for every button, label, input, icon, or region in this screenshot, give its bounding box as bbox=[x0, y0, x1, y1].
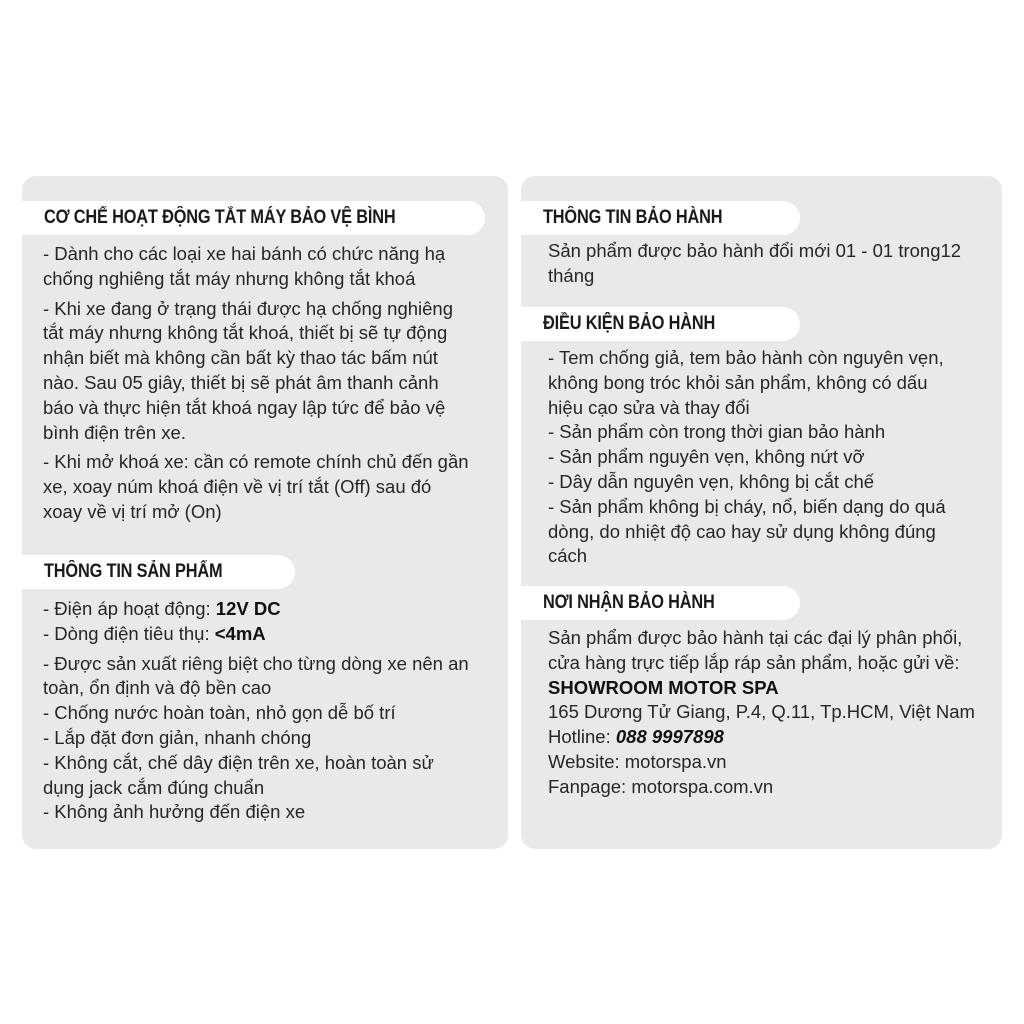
text-line: - Khi xe đang ở trạng thái được hạ chống nghiêng bbox=[43, 297, 453, 319]
text-line: Sản phẩm được bảo hành tại các đại lý phân phối, bbox=[548, 627, 963, 648]
text-line: - Dây dẫn nguyên vẹn, không bị cắt chế bbox=[548, 470, 875, 492]
warranty-title: THÔNG TIN BẢO HÀNH bbox=[543, 207, 723, 228]
text-line: xe, xoay núm khoá điện về vị trí tắt (Off) sau đó bbox=[43, 476, 432, 498]
text-line: - Tem chống giả, tem bảo hành còn nguyên vẹn, bbox=[548, 347, 944, 368]
text-line: Sản phẩm được bảo hành đổi mới 01 - 01 trong12 bbox=[548, 240, 962, 261]
text-line: xoay về vị trí mở (On) bbox=[43, 500, 222, 522]
warranty-heading bbox=[521, 201, 800, 235]
text-line: - Dành cho các loại xe hai bánh có chức năng hạ bbox=[43, 243, 446, 264]
current-value: <4mA bbox=[214, 622, 266, 644]
location-text bbox=[548, 626, 988, 800]
product-heading bbox=[22, 555, 295, 589]
text-line: - Chống nước hoàn toàn, nhỏ gọn dễ bố trí bbox=[43, 702, 396, 724]
hotline-label: Hotline: bbox=[548, 726, 616, 748]
mechanism-title: CƠ CHẾ HOẠT ĐỘNG TẮT MÁY BẢO VỆ BÌNH bbox=[44, 207, 396, 228]
text-line: nhận biết mà không cần bất kỳ thao tác bấm nút bbox=[43, 347, 438, 369]
showroom-name: SHOWROOM MOTOR SPA bbox=[548, 676, 779, 698]
conditions-title: ĐIỀU KIỆN BẢO HÀNH bbox=[543, 313, 716, 334]
voltage-line bbox=[43, 597, 494, 622]
text-line: - Không ảnh hưởng đến điện xe bbox=[43, 801, 306, 823]
website: Website: motorspa.vn bbox=[548, 750, 727, 772]
location-heading bbox=[521, 586, 800, 620]
text-line: không bong tróc khỏi sản phẩm, không có dấu bbox=[548, 371, 928, 393]
text-line: nào. Sau 05 giây, thiết bị sẽ phát âm thanh cảnh bbox=[43, 371, 439, 393]
address: 165 Dương Tử Giang, P.4, Q.11, Tp.HCM, Việt Nam bbox=[548, 701, 975, 723]
text-line: báo và thực hiện tắt khoá ngay lập tức để bảo vệ bbox=[43, 396, 446, 418]
text-line: toàn, ổn định và độ bền cao bbox=[43, 677, 272, 699]
text-line: bình điện trên xe. bbox=[43, 421, 186, 443]
current-label: - Dòng điện tiêu thụ: bbox=[43, 622, 215, 644]
text-line: - Khi mở khoá xe: cần có remote chính chủ đến gần bbox=[43, 451, 469, 473]
current-line bbox=[43, 622, 494, 647]
text-line: hiệu cạo sửa và thay đổi bbox=[548, 396, 750, 418]
text-line: cách bbox=[548, 545, 588, 567]
mechanism-heading bbox=[22, 201, 485, 235]
text-line: cửa hàng trực tiếp lắp ráp sản phẩm, hoặc gửi về: bbox=[548, 651, 960, 673]
text-line: - Lắp đặt đơn giản, nhanh chóng bbox=[43, 726, 312, 748]
text-line: tháng bbox=[548, 264, 595, 286]
text-line: dòng, do nhiệt độ cao hay sử dụng không đúng bbox=[548, 520, 936, 542]
text-line: - Sản phẩm còn trong thời gian bảo hành bbox=[548, 421, 886, 443]
hotline bbox=[548, 725, 988, 750]
hotline-number: 088 9997898 bbox=[615, 726, 724, 748]
conditions-heading bbox=[521, 307, 800, 341]
mechanism-text bbox=[43, 242, 494, 525]
conditions-text bbox=[548, 346, 988, 569]
text-line: dụng jack cắm đúng chuẩn bbox=[43, 776, 265, 798]
text-line: - Sản phẩm không bị cháy, nổ, biến dạng do quá bbox=[548, 495, 946, 517]
text-line: - Được sản xuất riêng biệt cho từng dòng xe nên an bbox=[43, 652, 469, 674]
mechanism-panel bbox=[22, 176, 508, 849]
text-line: - Sản phẩm nguyên vẹn, không nứt vỡ bbox=[548, 446, 865, 468]
text-line: tắt máy nhưng không tắt khoá, thiết bị sẽ tự động bbox=[43, 322, 448, 344]
voltage-label: - Điện áp hoạt động: bbox=[43, 598, 216, 619]
fanpage: Fanpage: motorspa.com.vn bbox=[548, 775, 774, 797]
warranty-panel bbox=[521, 176, 1002, 849]
text-line: chống nghiêng tắt máy nhưng không tắt khoá bbox=[43, 267, 416, 289]
location-title: NƠI NHẬN BẢO HÀNH bbox=[543, 592, 715, 613]
text-line: - Không cắt, chế dây điện trên xe, hoàn toàn sử bbox=[43, 751, 434, 773]
warranty-text bbox=[548, 239, 988, 289]
product-text bbox=[43, 597, 494, 825]
product-title: THÔNG TIN SẢN PHẨM bbox=[44, 561, 223, 582]
voltage-value: 12V DC bbox=[215, 598, 281, 619]
